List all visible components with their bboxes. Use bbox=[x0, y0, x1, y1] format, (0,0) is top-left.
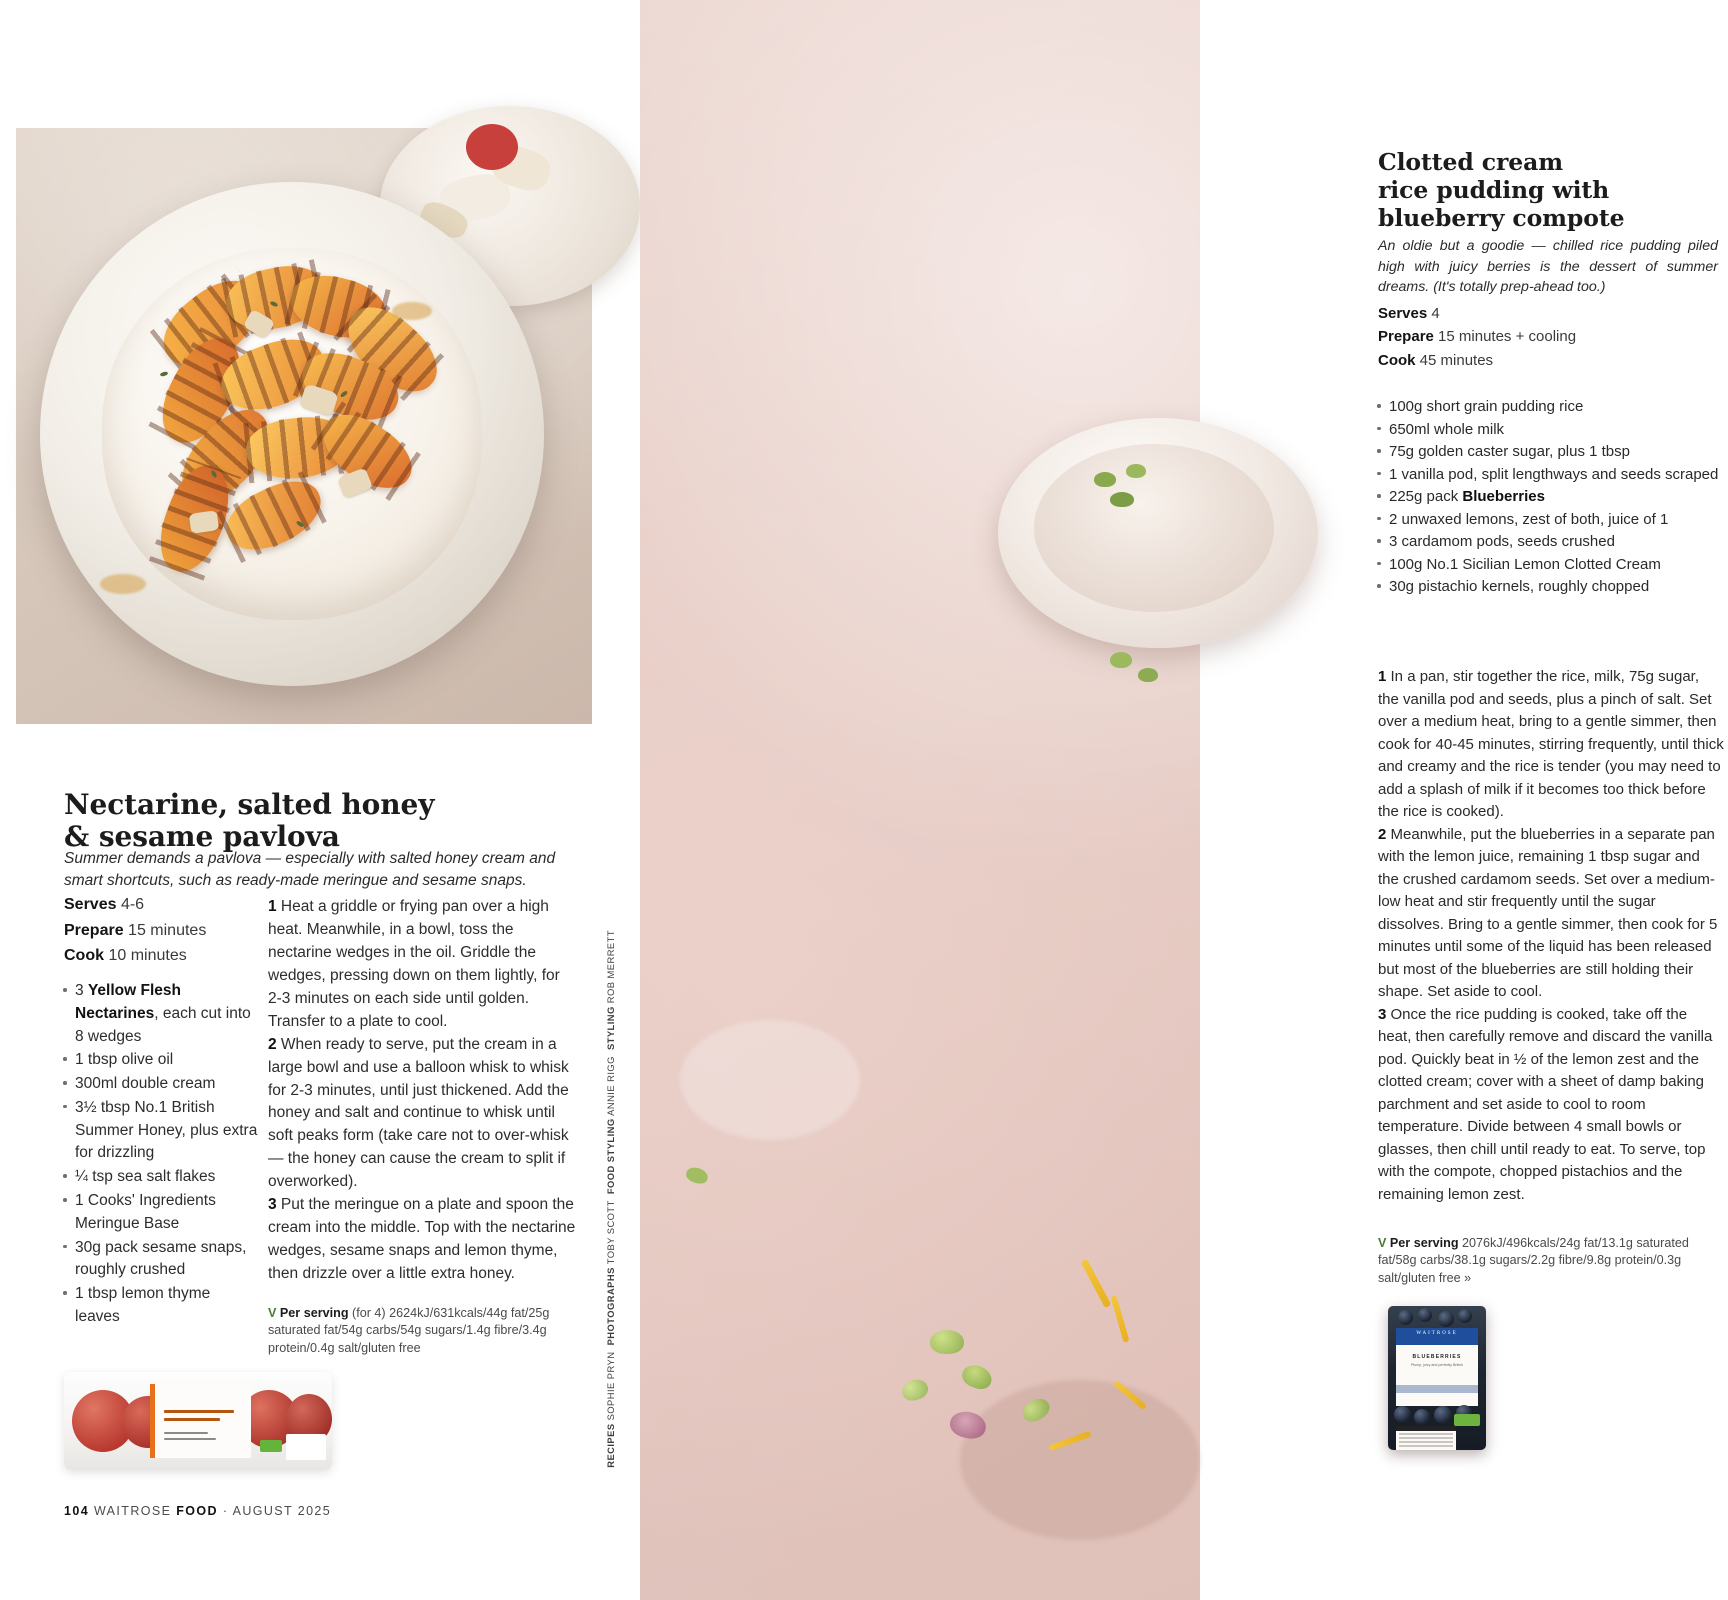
packshot-product-desc: Plump, juicy and perfectly British bbox=[1411, 1363, 1463, 1367]
ingredient-item bbox=[62, 1190, 258, 1236]
ingredient-text: 30g pack sesame snaps, roughly crushed bbox=[75, 1238, 247, 1279]
packshot-info-panel bbox=[286, 1434, 326, 1460]
ingredient-item bbox=[1376, 419, 1726, 442]
pistachio-piece bbox=[1126, 464, 1146, 478]
right-method-steps bbox=[1378, 666, 1724, 1206]
right-recipe-meta bbox=[1378, 302, 1698, 372]
packshot-brand-band bbox=[1396, 1328, 1478, 1345]
method-step bbox=[268, 1194, 576, 1286]
left-cook-value: 10 minutes bbox=[108, 947, 187, 965]
left-method-steps bbox=[268, 896, 576, 1286]
ingredient-item bbox=[62, 1237, 258, 1283]
ingredient-item bbox=[62, 1073, 258, 1096]
vegetarian-icon: V bbox=[268, 1305, 277, 1320]
credits-food-styling-value: ANNIE RIGG bbox=[605, 1056, 616, 1116]
left-prepare-row bbox=[64, 918, 254, 944]
left-title-line-2: & sesame pavlova bbox=[64, 819, 340, 853]
right-cook-label: Cook bbox=[1378, 351, 1416, 369]
blueberry bbox=[1458, 1309, 1472, 1323]
main-plate bbox=[40, 182, 544, 686]
left-serves-label: Serves bbox=[64, 896, 117, 913]
right-nutrition bbox=[1378, 1235, 1720, 1289]
method-step-number: 2 bbox=[1378, 825, 1387, 843]
ingredient-item bbox=[62, 1283, 258, 1329]
right-title-line-1: Clotted cream bbox=[1378, 147, 1564, 176]
ingredient-item bbox=[1376, 441, 1726, 464]
left-recipe-title bbox=[64, 789, 574, 853]
footer-separator: · bbox=[222, 1504, 229, 1518]
left-recipe-meta bbox=[64, 892, 254, 969]
vegetarian-icon: V bbox=[1378, 1235, 1387, 1250]
ingredient-text: 1 tbsp lemon thyme leaves bbox=[75, 1285, 211, 1325]
right-title-line-3: blueberry compote bbox=[1378, 204, 1625, 233]
ingredient-text: 100g short grain pudding rice bbox=[1389, 398, 1584, 415]
credits-food-styling-label: FOOD STYLING bbox=[605, 1118, 616, 1195]
pistachio-piece bbox=[1094, 472, 1116, 487]
ingredient-text: 3 cardamom pods, seeds crushed bbox=[1389, 533, 1615, 550]
left-ingredients-list bbox=[62, 980, 258, 1330]
bowl-interior bbox=[1034, 444, 1274, 612]
ingredient-item bbox=[1376, 576, 1726, 599]
blueberry bbox=[1418, 1308, 1432, 1322]
method-step-text: Meanwhile, put the blueberries in a separate pan with the lemon juice, remaining 1 tbsp sugar and the crushed cardamom seeds. Set over a medium-low heat and stir frequently until the sugar dissolves. Bring to a gentle simmer, then cook for 5 minutes until some of the liquid has been released but most of the blueberries are still holding their shape. Set aside to cool. bbox=[1378, 825, 1718, 1000]
ingredient-text: 3 bbox=[75, 982, 88, 999]
ingredient-text: 75g golden caster sugar, plus 1 tbsp bbox=[1389, 443, 1630, 460]
blueberry bbox=[1394, 1406, 1411, 1423]
method-step-number: 2 bbox=[268, 1035, 277, 1053]
pistachio-piece bbox=[930, 1330, 964, 1354]
pistachio-piece bbox=[1138, 668, 1158, 682]
right-title-line-2: rice pudding with bbox=[1378, 175, 1610, 204]
method-step-text: Once the rice pudding is cooked, take off the heat, then carefully remove and discard the vanilla pod. Quickly beat in ½ of the lemon zest and the clotted cream; cover with a sheet of damp baking parchment and set aside to cool to room temperature. Divide between 4 small bowls or glasses, then chill until ready to eat. To serve, top with the compote, chopped pistachios and the remaining lemon zest. bbox=[1378, 1005, 1713, 1203]
plate-fruit bbox=[466, 124, 518, 170]
pistachio-piece bbox=[1110, 492, 1134, 507]
footer-publication-bold: FOOD bbox=[176, 1504, 218, 1518]
packshot-brand-text: WAITROSE bbox=[1416, 1331, 1458, 1336]
packshot-product-card bbox=[1396, 1345, 1478, 1385]
right-recipe-title bbox=[1378, 148, 1728, 233]
credits-recipes-label: RECIPES bbox=[605, 1423, 616, 1468]
ingredient-text: 1 vanilla pod, split lengthways and seeds scraped bbox=[1389, 465, 1719, 483]
right-serves-value: 4 bbox=[1431, 305, 1440, 322]
packshot-product-name: BLUEBERRIES bbox=[1412, 1354, 1462, 1360]
right-page bbox=[640, 0, 1724, 1600]
method-step bbox=[1378, 824, 1724, 1004]
credits-photographs-value: TOBY SCOTT bbox=[605, 1200, 616, 1265]
right-serves-label: Serves bbox=[1378, 305, 1428, 322]
credits-styling-value: ROB MERRETT bbox=[605, 930, 616, 1004]
credits-styling-label: STYLING bbox=[605, 1006, 616, 1051]
right-prepare-label: Prepare bbox=[1378, 328, 1434, 346]
left-recipe-standfirst: Summer demands a pavlova — especially with salted honey cream and smart shortcuts, such as ready-made meringue and sesame snaps. bbox=[64, 849, 556, 889]
lemon-zest-strand bbox=[1081, 1259, 1112, 1308]
credits-recipes-value: SOPHIE PRYN bbox=[605, 1351, 616, 1421]
right-cook-value: 45 minutes bbox=[1419, 351, 1494, 369]
ingredient-item bbox=[62, 1097, 258, 1165]
pistachio-piece bbox=[900, 1376, 931, 1403]
packshot-eco-badge bbox=[260, 1440, 282, 1452]
method-step-number: 1 bbox=[268, 898, 277, 915]
ingredient-product-name: Yellow Flesh Nectarines bbox=[75, 982, 181, 1022]
method-step bbox=[1378, 666, 1724, 824]
ingredient-text: ¼ tsp sea salt flakes bbox=[75, 1168, 216, 1186]
method-step bbox=[268, 1034, 576, 1195]
method-step-number: 3 bbox=[1378, 1005, 1387, 1023]
ingredient-item bbox=[1376, 396, 1726, 419]
ingredient-item bbox=[1376, 464, 1726, 487]
footer-publication: WAITROSE bbox=[93, 1504, 172, 1518]
right-ingredients-list bbox=[1376, 396, 1726, 599]
pistachio-piece bbox=[1110, 652, 1132, 668]
ingredient-text: 30g pistachio kernels, roughly chopped bbox=[1389, 578, 1650, 595]
blueberry bbox=[1434, 1406, 1452, 1424]
pistachio-bowl bbox=[998, 418, 1318, 648]
page-number: 104 bbox=[64, 1504, 90, 1518]
left-nutrition-label: Per serving bbox=[279, 1305, 349, 1320]
pistachio-piece bbox=[959, 1361, 995, 1393]
footer-issue: AUGUST 2025 bbox=[232, 1504, 332, 1518]
ingredient-text: 650ml whole milk bbox=[1389, 420, 1505, 438]
ingredient-text: 300ml double cream bbox=[75, 1075, 216, 1093]
pavlova-hero-photo bbox=[16, 128, 592, 724]
ingredient-product-name: Blueberries bbox=[1462, 488, 1545, 505]
method-step-number: 3 bbox=[268, 1196, 277, 1214]
nectarines-packshot bbox=[64, 1372, 332, 1470]
packshot-stripe-light bbox=[1396, 1393, 1478, 1406]
ingredient-text: 1 tbsp olive oil bbox=[75, 1051, 174, 1069]
left-page bbox=[0, 0, 640, 1600]
packshot-stripe bbox=[1396, 1385, 1478, 1393]
honey-drizzle bbox=[100, 574, 146, 594]
method-step-text: Heat a griddle or frying pan over a high heat. Meanwhile, in a bowl, toss the nectarine wedges in the oil. Griddle the wedges, pressing down on them lightly, for 2-3 minutes on each side until golden. Transfer to a plate to cool. bbox=[268, 898, 560, 1030]
ingredient-item bbox=[1376, 554, 1726, 577]
ingredient-text-suffix: , each cut into 8 wedges bbox=[75, 1004, 251, 1045]
surface-shadow bbox=[960, 1380, 1200, 1540]
method-step bbox=[1378, 1004, 1724, 1207]
right-prepare-row bbox=[1378, 325, 1698, 348]
ingredient-text: 225g pack bbox=[1389, 488, 1463, 505]
honey-drizzle bbox=[392, 302, 432, 320]
ingredient-item bbox=[1376, 486, 1726, 509]
method-step-text: Put the meringue on a plate and spoon the cream into the middle. Top with the nectarine wedges, sesame snaps and lemon thyme, then drizzle over a little extra honey. bbox=[268, 1196, 576, 1282]
packshot-label bbox=[150, 1384, 251, 1458]
packshot-tray bbox=[64, 1372, 332, 1470]
method-step-number: 1 bbox=[1378, 668, 1387, 685]
right-serves-row bbox=[1378, 302, 1698, 325]
packshot-eco-badge bbox=[1454, 1414, 1480, 1426]
lemon-zest-strand bbox=[1111, 1295, 1130, 1343]
right-nutrition-value: 2076kJ/496kcals/24g fat/13.1g saturated fat/58g carbs/38.1g sugars/2.2g fibre/9.8g protein/0.3g salt/gluten free » bbox=[1378, 1235, 1689, 1286]
left-prepare-value: 15 minutes bbox=[128, 921, 207, 939]
ingredient-item bbox=[62, 1049, 258, 1072]
pistachio-piece bbox=[684, 1165, 710, 1186]
packshot-punnet bbox=[1388, 1306, 1486, 1450]
left-prepare-label: Prepare bbox=[64, 921, 124, 939]
left-cook-row bbox=[64, 943, 254, 969]
blueberry bbox=[1438, 1311, 1454, 1327]
ingredient-text: 1 Cooks' Ingredients Meringue Base bbox=[75, 1192, 216, 1232]
ingredient-text: 100g No.1 Sicilian Lemon Clotted Cream bbox=[1389, 555, 1661, 573]
ingredient-text: 3½ tbsp No.1 British Summer Honey, plus extra for drizzling bbox=[75, 1098, 258, 1162]
right-prepare-value: 15 minutes + cooling bbox=[1438, 328, 1577, 346]
left-nutrition bbox=[268, 1305, 574, 1359]
blueberry bbox=[1398, 1310, 1413, 1325]
ingredient-text: 2 unwaxed lemons, zest of both, juice of 1 bbox=[1389, 510, 1669, 528]
blueberries-packshot bbox=[1388, 1306, 1486, 1450]
method-step-text: In a pan, stir together the rice, milk, 75g sugar, the vanilla pod and seeds, plus a pinch of salt. Set over a medium heat, bring to a gentle simmer, then cook for 40-45 minutes, stirring frequently, until thick and creamy and the rice is tender (you may need to add a splash of milk if it becomes too thick before the rice is cooked). bbox=[1378, 668, 1724, 820]
page-footer bbox=[64, 1504, 331, 1518]
sesame-snap-crumb bbox=[189, 510, 220, 534]
left-nutrition-value: (for 4) 2624kJ/631kcals/44g fat/25g saturated fat/54g carbs/54g sugars/1.4g fibre/3.4g protein/0.4g salt/gluten free bbox=[268, 1305, 550, 1356]
left-cook-label: Cook bbox=[64, 947, 104, 965]
left-title-line-1: Nectarine, salted honey bbox=[64, 787, 435, 821]
left-serves-row bbox=[64, 892, 254, 918]
right-nutrition-label: Per serving bbox=[1389, 1235, 1459, 1250]
ingredient-item bbox=[1376, 509, 1726, 532]
ingredient-item bbox=[62, 1166, 258, 1189]
surface-highlight bbox=[680, 1020, 860, 1140]
credits-photographs-label: PHOTOGRAPHS bbox=[605, 1267, 616, 1346]
ingredient-item bbox=[62, 980, 258, 1048]
right-cook-row bbox=[1378, 349, 1698, 372]
right-recipe-standfirst: An oldie but a goodie — chilled rice pudding piled high with juicy berries is the dessert of summer dreams. (It's totally prep-ahead too.) bbox=[1378, 238, 1718, 296]
credits-vertical-text bbox=[605, 930, 616, 1468]
method-step bbox=[268, 896, 576, 1034]
left-serves-value: 4-6 bbox=[120, 896, 145, 913]
blueberry bbox=[1414, 1409, 1430, 1425]
method-step-text: When ready to serve, put the cream in a large bowl and use a balloon whisk to whisk for 2-3 minutes, until just thickened. Add the honey and salt and continue to whisk until soft peaks form (take care not to over-whisk — the honey can cause the cream to split if overworked). bbox=[268, 1035, 569, 1191]
packshot-nutrition-panel bbox=[1396, 1426, 1456, 1450]
ingredient-item bbox=[1376, 531, 1726, 554]
